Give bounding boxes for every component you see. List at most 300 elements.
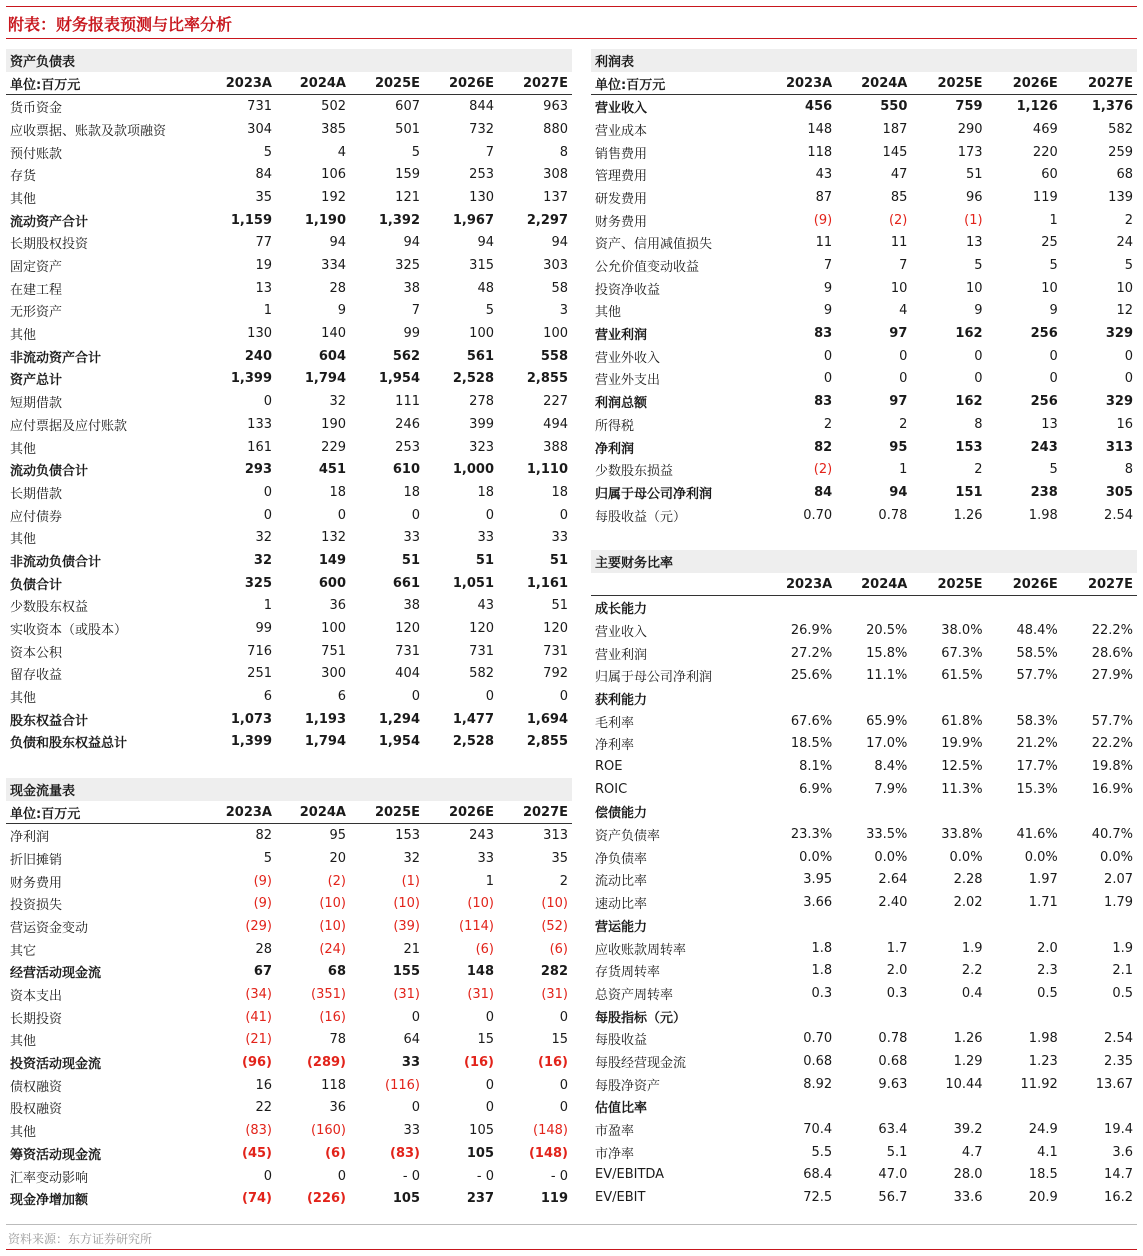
table-row bbox=[6, 118, 572, 141]
row-value: 399 bbox=[469, 416, 494, 432]
table-row bbox=[591, 413, 1137, 436]
table-row bbox=[6, 731, 572, 754]
row-value: 278 bbox=[469, 394, 494, 410]
row-value: 25.6% bbox=[790, 668, 833, 684]
row-value: 2.28 bbox=[953, 872, 983, 888]
year-header: 2024A bbox=[836, 573, 911, 596]
row-label: 公允价值变动收益 bbox=[595, 260, 700, 276]
row-value: 121 bbox=[395, 189, 420, 205]
row-value: 57.7% bbox=[1091, 713, 1133, 729]
row-value: 300 bbox=[321, 666, 346, 682]
table-row bbox=[6, 1187, 572, 1210]
table-row bbox=[6, 549, 572, 572]
row-value: (226) bbox=[306, 1191, 346, 1207]
row-value: 19.4 bbox=[1104, 1122, 1133, 1138]
row-value: 0.4 bbox=[961, 985, 983, 1001]
row-value: 1,294 bbox=[378, 711, 420, 727]
row-label: 流动负债合计 bbox=[10, 464, 89, 480]
table-row bbox=[591, 1186, 1137, 1209]
row-value: 0.78 bbox=[878, 1031, 908, 1047]
row-value: (9) bbox=[253, 896, 272, 912]
row-value bbox=[911, 596, 986, 619]
row-value: 1,051 bbox=[452, 575, 494, 591]
row-value: 716 bbox=[247, 643, 272, 659]
row-value bbox=[987, 1096, 1062, 1119]
row-value: 2.54 bbox=[1104, 507, 1133, 523]
row-value: 6 bbox=[263, 689, 272, 705]
row-value: 582 bbox=[469, 666, 494, 682]
row-value: 237 bbox=[466, 1191, 494, 1207]
row-value: 1 bbox=[485, 873, 494, 889]
row-label: 净利率 bbox=[595, 738, 635, 754]
row-value: 159 bbox=[395, 167, 420, 183]
row-value: 32 bbox=[329, 394, 346, 410]
row-value: 105 bbox=[392, 1191, 420, 1207]
table-row bbox=[6, 1006, 572, 1029]
row-value: 323 bbox=[469, 439, 494, 455]
table-row bbox=[6, 504, 572, 527]
row-value: 0 bbox=[974, 348, 983, 364]
row-value: 607 bbox=[395, 99, 420, 115]
row-label: 其他 bbox=[10, 1125, 37, 1141]
row-label: 每股经营现金流 bbox=[595, 1055, 687, 1071]
table-row bbox=[6, 1029, 572, 1052]
row-label: 少数股东权益 bbox=[10, 600, 89, 616]
row-label: 股东权益合计 bbox=[10, 713, 89, 729]
row-value: 82 bbox=[814, 439, 833, 455]
row-value: 65.9% bbox=[866, 713, 908, 729]
table-row bbox=[591, 458, 1137, 481]
row-value: 451 bbox=[318, 462, 346, 478]
row-value: 47.0 bbox=[878, 1167, 908, 1183]
row-value: 1.8 bbox=[811, 963, 833, 979]
row-value: 95 bbox=[329, 828, 346, 844]
row-value: 0 bbox=[559, 1077, 568, 1093]
row-value: 0 bbox=[263, 507, 272, 523]
row-value: (114) bbox=[459, 918, 494, 934]
table-row bbox=[6, 685, 572, 708]
row-value: 97 bbox=[889, 326, 908, 342]
row-value: 11 bbox=[890, 235, 908, 251]
row-value: 120 bbox=[469, 621, 494, 637]
row-label: EV/EBIT bbox=[595, 1190, 646, 1206]
row-value: 9 bbox=[823, 280, 833, 296]
row-value: 21.2% bbox=[1016, 736, 1058, 752]
row-value: 0.70 bbox=[803, 1031, 833, 1047]
row-value: 28.0 bbox=[953, 1167, 983, 1183]
row-value: 151 bbox=[955, 484, 983, 500]
row-value: 36 bbox=[329, 1100, 346, 1116]
table-row bbox=[591, 1141, 1137, 1164]
row-value: 2 bbox=[823, 416, 833, 432]
row-value: - 0 bbox=[550, 1168, 568, 1184]
row-value: 38 bbox=[403, 598, 420, 614]
row-value: 1,794 bbox=[304, 734, 346, 750]
unit-label: 单位:百万元 bbox=[591, 72, 761, 95]
row-value bbox=[761, 687, 836, 710]
row-value: 5 bbox=[411, 144, 420, 160]
row-value: 844 bbox=[469, 99, 494, 115]
row-value: 243 bbox=[469, 828, 494, 844]
row-value: 0.78 bbox=[878, 507, 908, 523]
row-value: 315 bbox=[469, 258, 494, 274]
row-value: 85 bbox=[890, 189, 908, 205]
row-label: 研发费用 bbox=[595, 191, 648, 207]
source-note: 资料来源：东方证券研究所 bbox=[8, 1232, 153, 1246]
row-value: 290 bbox=[957, 121, 983, 137]
table-row bbox=[6, 983, 572, 1006]
table-row bbox=[591, 1118, 1137, 1141]
section-title: 利润表 bbox=[591, 49, 1137, 72]
row-value: 562 bbox=[392, 348, 420, 364]
row-value: 24.9 bbox=[1028, 1122, 1058, 1138]
row-value: 8.1% bbox=[799, 759, 833, 775]
row-label: 归属于母公司净利润 bbox=[595, 486, 713, 502]
row-value bbox=[987, 596, 1062, 619]
category-row bbox=[591, 687, 1137, 710]
section-title: 现金流量表 bbox=[6, 778, 572, 801]
row-label: 其他 bbox=[10, 1034, 37, 1050]
row-value bbox=[1062, 801, 1137, 824]
table-row bbox=[6, 277, 572, 300]
row-value: 51 bbox=[551, 598, 568, 614]
row-value: 2.40 bbox=[878, 895, 908, 911]
table-row bbox=[6, 1074, 572, 1097]
table-row bbox=[591, 368, 1137, 391]
row-value: 501 bbox=[395, 121, 420, 137]
row-value bbox=[761, 1096, 836, 1119]
top-rule bbox=[6, 6, 1137, 7]
row-value: 56.7 bbox=[878, 1190, 908, 1206]
row-value: 2.35 bbox=[1104, 1053, 1133, 1069]
row-value: 132 bbox=[321, 530, 346, 546]
table-row bbox=[6, 322, 572, 345]
row-value bbox=[836, 1096, 911, 1119]
year-header: 2025E bbox=[911, 573, 986, 596]
row-label: 毛利率 bbox=[595, 715, 635, 731]
row-label: 固定资产 bbox=[10, 260, 63, 276]
row-value: 1.29 bbox=[953, 1053, 983, 1069]
table-row bbox=[6, 232, 572, 255]
row-value: 2.0 bbox=[1037, 940, 1058, 956]
table-row bbox=[6, 572, 572, 595]
row-value: 610 bbox=[392, 462, 420, 478]
row-value: 494 bbox=[543, 416, 568, 432]
row-value: 68 bbox=[327, 964, 346, 980]
table-row bbox=[6, 708, 572, 731]
row-label: 财务费用 bbox=[10, 875, 63, 891]
row-label: 每股收益（元） bbox=[595, 509, 687, 525]
row-value: 1.71 bbox=[1028, 895, 1058, 911]
unit-label: 单位:百万元 bbox=[6, 72, 202, 95]
row-value: 84 bbox=[255, 167, 272, 183]
row-value: 16.2 bbox=[1104, 1190, 1133, 1206]
row-value: 0 bbox=[337, 507, 346, 523]
row-value: 43 bbox=[815, 167, 833, 183]
row-value: 0 bbox=[485, 1077, 494, 1093]
row-value: 16 bbox=[1116, 416, 1133, 432]
row-label: 非流动负债合计 bbox=[10, 554, 102, 570]
row-label: 无形资产 bbox=[10, 305, 63, 321]
row-label: 营运资金变动 bbox=[10, 920, 89, 936]
row-label: 其他 bbox=[595, 305, 622, 321]
year-header: 2027E bbox=[498, 72, 572, 95]
row-label: 货币资金 bbox=[10, 101, 63, 117]
row-label: 其他 bbox=[10, 191, 37, 207]
row-value: 25 bbox=[1041, 235, 1058, 251]
row-value: 22.2% bbox=[1091, 622, 1133, 638]
row-value: 148 bbox=[466, 964, 494, 980]
row-value: (41) bbox=[245, 1009, 272, 1025]
row-value: 83 bbox=[814, 326, 833, 342]
row-value: 15.3% bbox=[1016, 781, 1058, 797]
row-value: 1,954 bbox=[378, 371, 420, 387]
row-value: 253 bbox=[395, 439, 420, 455]
table-row bbox=[6, 847, 572, 870]
row-value bbox=[911, 687, 986, 710]
row-label: 资产、信用减值损失 bbox=[595, 237, 713, 253]
row-value: 243 bbox=[1030, 439, 1058, 455]
table-row bbox=[6, 458, 572, 481]
row-value: 19.8% bbox=[1091, 759, 1133, 775]
row-value: 83 bbox=[814, 394, 833, 410]
row-value: 0.0% bbox=[874, 849, 908, 865]
row-value: (2) bbox=[813, 462, 833, 478]
row-label: 营业外支出 bbox=[595, 373, 661, 389]
row-value bbox=[987, 801, 1062, 824]
year-header: 2025E bbox=[350, 801, 424, 824]
row-value: 35 bbox=[255, 189, 272, 205]
row-value: 7.9% bbox=[874, 781, 908, 797]
row-value: 0.68 bbox=[803, 1053, 833, 1069]
row-label: 在建工程 bbox=[10, 282, 63, 298]
row-value: (10) bbox=[541, 896, 568, 912]
row-value: 604 bbox=[318, 348, 346, 364]
row-label: 现金净增加额 bbox=[10, 1193, 89, 1209]
row-value: 2.07 bbox=[1104, 872, 1133, 888]
row-value: 20 bbox=[329, 850, 346, 866]
row-value: 16 bbox=[255, 1077, 272, 1093]
section-title-row bbox=[591, 49, 1137, 72]
table-row bbox=[591, 163, 1137, 186]
row-label: 其他 bbox=[10, 441, 37, 457]
row-label: 投资损失 bbox=[10, 898, 63, 914]
year-header: 2024A bbox=[276, 72, 350, 95]
row-label: 投资净收益 bbox=[595, 282, 661, 298]
row-value bbox=[761, 596, 836, 619]
row-value: 0 bbox=[411, 1009, 420, 1025]
table-row bbox=[6, 824, 572, 847]
row-label: 汇率变动影响 bbox=[10, 1170, 89, 1186]
footer-rule bbox=[6, 1224, 1137, 1225]
row-label: 短期借款 bbox=[10, 396, 63, 412]
row-value: 13 bbox=[1041, 416, 1058, 432]
row-value: 1.98 bbox=[1028, 1031, 1058, 1047]
row-value: 77 bbox=[255, 235, 272, 251]
row-value: 2 bbox=[974, 462, 983, 478]
row-value: 792 bbox=[543, 666, 568, 682]
row-value: 15 bbox=[477, 1032, 494, 1048]
table-row bbox=[591, 322, 1137, 345]
row-value: 256 bbox=[1030, 326, 1058, 342]
row-label: 资产负债率 bbox=[595, 829, 661, 845]
row-value: 96 bbox=[966, 189, 983, 205]
table-row bbox=[6, 1165, 572, 1188]
row-value: 582 bbox=[1108, 121, 1133, 137]
row-label: 资本支出 bbox=[10, 989, 63, 1005]
row-value: 68 bbox=[1116, 167, 1133, 183]
row-value: 2.0 bbox=[886, 963, 908, 979]
table-row bbox=[591, 277, 1137, 300]
row-value: (6) bbox=[325, 1145, 346, 1161]
row-value: 0 bbox=[823, 371, 833, 387]
row-value: 238 bbox=[1030, 484, 1058, 500]
row-value: 28.6% bbox=[1091, 645, 1133, 661]
row-value: 1 bbox=[263, 303, 272, 319]
row-value: 8 bbox=[1124, 462, 1133, 478]
row-value: (10) bbox=[393, 896, 420, 912]
table-row bbox=[591, 642, 1137, 665]
row-value: 3.66 bbox=[803, 895, 833, 911]
row-value bbox=[836, 1005, 911, 1028]
row-value: 10 bbox=[966, 280, 983, 296]
row-value: 3.6 bbox=[1112, 1144, 1133, 1160]
row-value: 5 bbox=[1049, 258, 1058, 274]
table-row bbox=[591, 619, 1137, 642]
row-value: 22.2% bbox=[1091, 736, 1133, 752]
row-value: 155 bbox=[392, 964, 420, 980]
row-value: 751 bbox=[321, 643, 346, 659]
row-label: 每股指标（元） bbox=[595, 1010, 687, 1026]
table-row bbox=[6, 300, 572, 323]
row-value: 111 bbox=[395, 394, 420, 410]
row-value: 1.23 bbox=[1028, 1053, 1058, 1069]
section-title: 主要财务比率 bbox=[591, 550, 1137, 573]
row-value: 2,528 bbox=[452, 371, 494, 387]
row-label: 应收票据、账款及款项融资 bbox=[10, 123, 167, 139]
row-value: 1,392 bbox=[378, 212, 420, 228]
row-value: 33.6 bbox=[953, 1190, 983, 1206]
row-value: 17.0% bbox=[866, 736, 908, 752]
row-value: 1 bbox=[263, 598, 272, 614]
row-value: 0 bbox=[899, 371, 908, 387]
row-value bbox=[987, 1005, 1062, 1028]
row-value: 220 bbox=[1032, 144, 1058, 160]
row-value: 140 bbox=[321, 326, 346, 342]
table-row bbox=[6, 209, 572, 232]
row-value: 61.8% bbox=[941, 713, 983, 729]
table-row bbox=[591, 891, 1137, 914]
row-value: 67.6% bbox=[790, 713, 833, 729]
row-value: 227 bbox=[543, 394, 568, 410]
row-value: 6.9% bbox=[799, 781, 833, 797]
row-value: (24) bbox=[319, 941, 346, 957]
row-value bbox=[836, 596, 911, 619]
year-header: 2026E bbox=[424, 801, 498, 824]
row-value: 1.9 bbox=[961, 940, 983, 956]
row-value: 162 bbox=[955, 326, 983, 342]
row-value: 20.9 bbox=[1028, 1190, 1058, 1206]
row-value bbox=[987, 687, 1062, 710]
row-label: EV/EBITDA bbox=[595, 1167, 665, 1183]
table-row bbox=[6, 595, 572, 618]
table-row bbox=[591, 300, 1137, 323]
table-row bbox=[6, 95, 572, 118]
row-value: 9 bbox=[337, 303, 346, 319]
year-header: 2026E bbox=[424, 72, 498, 95]
row-value: 0 bbox=[485, 507, 494, 523]
row-value: (1) bbox=[964, 212, 983, 228]
row-value: 58.5% bbox=[1016, 645, 1058, 661]
unit-label: 单位:百万元 bbox=[6, 801, 202, 824]
table-row bbox=[6, 1119, 572, 1142]
row-value: (6) bbox=[475, 941, 494, 957]
row-value: 130 bbox=[469, 189, 494, 205]
table-row bbox=[591, 481, 1137, 504]
row-value: 0 bbox=[1049, 348, 1058, 364]
category-row bbox=[591, 801, 1137, 824]
row-value: 145 bbox=[882, 144, 908, 160]
table-row bbox=[591, 846, 1137, 869]
row-value: 246 bbox=[395, 416, 420, 432]
row-value: 12.5% bbox=[941, 759, 983, 775]
row-value: 192 bbox=[321, 189, 346, 205]
row-value: 58.3% bbox=[1016, 713, 1058, 729]
row-value: 313 bbox=[1105, 439, 1133, 455]
row-value: 33 bbox=[403, 530, 420, 546]
table-row bbox=[591, 390, 1137, 413]
bottom-rule bbox=[6, 1249, 1137, 1250]
row-value: 64 bbox=[403, 1032, 420, 1048]
row-value bbox=[911, 801, 986, 824]
row-value: 13.67 bbox=[1095, 1076, 1133, 1092]
row-label: 负债和股东权益总计 bbox=[10, 736, 128, 752]
table-row bbox=[591, 733, 1137, 756]
row-value: 40.7% bbox=[1091, 827, 1133, 843]
row-value: 313 bbox=[543, 828, 568, 844]
row-value: 1.8 bbox=[811, 940, 833, 956]
row-value: 10 bbox=[890, 280, 908, 296]
row-value: 0 bbox=[485, 1009, 494, 1025]
table-row bbox=[6, 436, 572, 459]
row-value: 48.4% bbox=[1016, 622, 1058, 638]
row-value: 2,855 bbox=[526, 734, 568, 750]
row-value: 8 bbox=[974, 416, 983, 432]
table-row bbox=[591, 141, 1137, 164]
row-value bbox=[1062, 1096, 1137, 1119]
income-statement-table bbox=[591, 49, 1137, 526]
row-value: 1,399 bbox=[230, 734, 272, 750]
row-label: 折旧摊销 bbox=[10, 852, 63, 868]
row-value: 84 bbox=[814, 484, 833, 500]
row-value: 731 bbox=[247, 99, 272, 115]
row-value: 18.5% bbox=[790, 736, 833, 752]
row-value: 304 bbox=[247, 121, 272, 137]
title-rule bbox=[6, 38, 1137, 39]
row-value: 502 bbox=[321, 99, 346, 115]
table-row bbox=[6, 938, 572, 961]
row-value: 1.7 bbox=[886, 940, 908, 956]
row-label: 销售费用 bbox=[595, 146, 648, 162]
table-row bbox=[591, 664, 1137, 687]
row-value: 1,126 bbox=[1016, 99, 1058, 115]
cash-flow-table bbox=[6, 778, 572, 1210]
row-value: 388 bbox=[543, 439, 568, 455]
row-value bbox=[836, 801, 911, 824]
category-row bbox=[591, 914, 1137, 937]
row-value: 0 bbox=[263, 394, 272, 410]
row-value: (148) bbox=[528, 1145, 568, 1161]
